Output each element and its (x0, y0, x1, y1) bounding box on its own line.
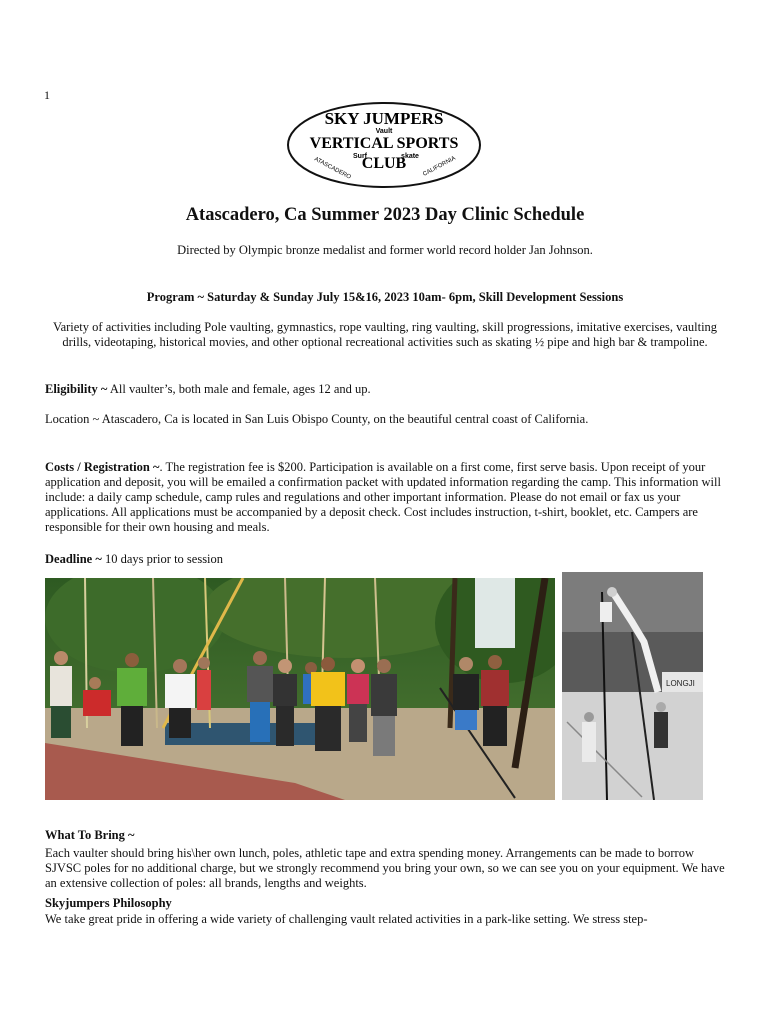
vaulter-bw-photo (562, 572, 703, 800)
activities-paragraph: Variety of activities including Pole vaulting, gymnastics, rope vaulting, ring vaulting, skill progressions, imitative exercises, vaulting drills, videotaping, historical movies, and other optional recreational activities such as skating ½ pipe and high bar & trampoline. (52, 320, 718, 349)
program-line: Program ~ Saturday & Sunday July 15&16, 2023 10am- 6pm, Skill Development Sessions (146, 290, 624, 304)
page-number: 1 (44, 88, 50, 102)
eligibility-paragraph (45, 382, 727, 397)
philosophy-heading: Skyjumpers Philosophy (45, 896, 172, 910)
logo-right-arc: CALIFORNIA (422, 155, 457, 178)
eligibility-label: Eligibility ~ (45, 382, 108, 396)
logo-left-arc: ATASCADERO (313, 156, 352, 181)
costs-paragraph (45, 460, 727, 535)
logo-skate: skate (401, 153, 419, 160)
camp-group-photo (45, 578, 555, 800)
deadline-paragraph (45, 552, 727, 567)
deadline-text: 10 days prior to session (101, 552, 224, 566)
logo-surf: Surf (353, 153, 367, 160)
what-to-bring-heading: What To Bring ~ (45, 828, 135, 842)
logo-line2: VERTICAL SPORTS (309, 135, 459, 152)
costs-text: . The registration fee is $200. Participation is available on a first come, first serve basis. Upon receipt of your application and deposit, you will be emailed a confirmation packet with updated information regarding the camp. This information will include: a daily camp schedule, camp rules and regulations and other important information. Please do not email or fax us your applications. All applications must be accompanied by a deposit check. Cost includes instruction, t-shirt, booklet, etc. Campers are responsible for their own housing and meals. (45, 460, 721, 534)
logo-line1: SKY JUMPERS (324, 109, 444, 128)
eligibility-text: All vaulter’s, both male and female, ages 12 and up. (107, 382, 371, 396)
photo-banner-text: LONGJI (666, 679, 695, 688)
costs-label: Costs / Registration ~ (45, 460, 160, 474)
location-paragraph: Location ~ Atascadero, Ca is located in San Luis Obispo County, on the beautiful central coast of California. (45, 412, 589, 426)
club-logo (284, 100, 484, 190)
logo-club: CLUB (361, 155, 407, 172)
page-title: Atascadero, Ca Summer 2023 Day Clinic Schedule (185, 205, 585, 225)
subtitle: Directed by Olympic bronze medalist and former world record holder Jan Johnson. (177, 243, 593, 257)
logo-vault: Vault (375, 128, 393, 135)
what-to-bring-text: Each vaulter should bring his\her own lunch, poles, athletic tape and extra spending money. Arrangements can be made to borrow SJVSC poles for no additional charge, but we strongly recommend you bring your own, so we can see you on your equipment. We have an extensive collection of poles: all brands, lengths and weights. (45, 846, 725, 890)
philosophy-text: We take great pride in offering a wide variety of challenging vault related activities in a park-like setting. We stress step- (45, 912, 648, 926)
deadline-label: Deadline ~ (45, 552, 102, 566)
